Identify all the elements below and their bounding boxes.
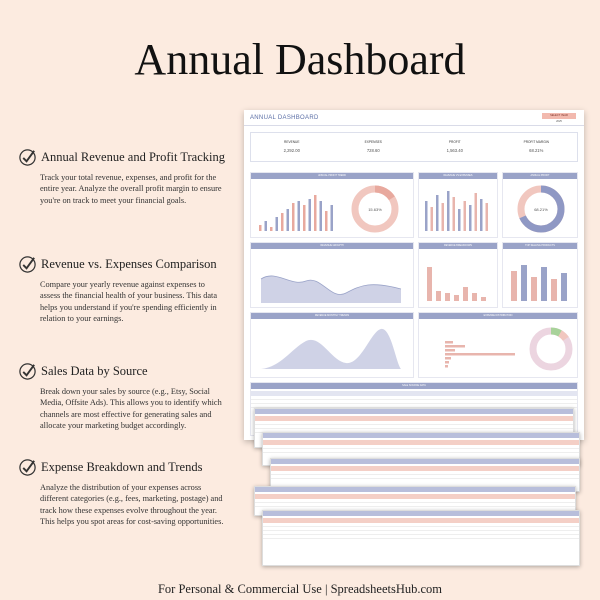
chart-bar	[447, 191, 450, 231]
feature-item	[18, 255, 224, 325]
panel-title: REVENUE VS EXPENSES	[419, 173, 497, 179]
chart-bar	[481, 297, 486, 301]
kpi-row	[250, 132, 578, 162]
chart-bar	[436, 291, 441, 301]
chart-bar	[475, 193, 478, 231]
panel-expense-distribution	[418, 312, 578, 378]
select-year-button[interactable]: SELECT YEAR	[542, 113, 576, 119]
revenue-growth-chart	[251, 249, 415, 307]
chart-bar	[259, 225, 262, 231]
feature-description: Analyze the distribution of your expenses across different categories (e.g., fees, marketing, postage) and track how these expenses evolve throughout the year. This helps you spot areas for cost-saving opportunities.	[40, 483, 224, 527]
chart-bar	[445, 341, 453, 344]
panel-title: ANNUAL PROFIT	[503, 173, 577, 179]
panel-revenue-monthly	[250, 312, 414, 378]
chart-bar	[436, 195, 439, 231]
chart-bar	[486, 203, 489, 231]
chart-bar	[551, 279, 557, 301]
panel-title: ANNUAL PROFIT TREND	[251, 173, 413, 179]
dashboard-header	[244, 110, 584, 126]
kpi-revenue	[251, 133, 333, 161]
chart-bar	[314, 195, 317, 231]
chart-bar	[445, 349, 455, 352]
chart-bar	[445, 353, 515, 356]
panel-title: TOP SELLING PRODUCTS	[503, 243, 577, 249]
panel-rev-vs-exp	[418, 172, 498, 238]
chart-bar	[298, 201, 301, 231]
page-title: Annual Dashboard	[134, 35, 466, 84]
chart-bar	[445, 357, 451, 360]
chart-bar	[303, 205, 306, 231]
chart-bar	[472, 293, 477, 301]
chart-bar	[331, 205, 334, 231]
feature-title: Annual Revenue and Profit Tracking	[41, 150, 226, 164]
chart-bar	[531, 277, 537, 301]
panel-revenue-growth	[250, 242, 414, 308]
check-circle-icon	[18, 458, 37, 477]
donut-label: 68.21%	[534, 207, 548, 212]
feature-description: Break down your sales by source (e.g., Etsy, Social Media, Offsite Ads). This allows you to identify which channels are most effective for generating sales and allocate your marketing budget accordingly.	[40, 387, 222, 431]
chart-bar	[464, 201, 467, 231]
revenue-monthly-chart	[251, 319, 415, 377]
chart-bar	[276, 217, 279, 231]
check-circle-icon	[18, 255, 37, 274]
dashboard-title: ANNUAL DASHBOARD	[250, 115, 319, 121]
dashboard-preview	[244, 110, 584, 440]
chart-bar	[561, 273, 567, 301]
expense-distribution-chart	[419, 319, 579, 377]
kpi-label: PROFIT	[448, 140, 461, 144]
donut-label: 15.63%	[368, 207, 382, 212]
chart-bar	[469, 205, 472, 231]
panel-annual-profit	[502, 172, 578, 238]
panel-title: EXPENSE DISTRIBUTION	[419, 313, 577, 319]
kpi-value: 1,563.40	[446, 148, 463, 153]
top-selling-chart	[503, 249, 579, 307]
panel-title: REVENUE MONTHLY TRENDS	[251, 313, 413, 319]
chart-bar	[511, 271, 517, 301]
kpi-label: REVENUE	[284, 140, 300, 144]
revenue-breakdown-chart	[419, 249, 499, 307]
chart-bar	[265, 221, 268, 231]
kpi-value: 728.60	[366, 148, 380, 153]
chart-bar	[325, 211, 328, 231]
rev-vs-exp-chart	[419, 179, 499, 237]
kpi-profit-margin	[496, 133, 578, 161]
kpi-value: 68.21%	[529, 148, 544, 153]
feature-title: Revenue vs. Expenses Comparison	[41, 257, 217, 271]
chart-bar	[320, 201, 323, 231]
kpi-label: PROFIT MARGIN	[523, 140, 549, 144]
feature-item	[18, 148, 224, 206]
panel-title: SALE SOURCE DATA	[251, 383, 577, 389]
chart-bar	[442, 203, 445, 231]
check-circle-icon	[18, 148, 37, 167]
chart-bar	[458, 209, 461, 231]
panel-title: REVENUE BREAKDOWN	[419, 243, 497, 249]
annual-profit-donut	[503, 179, 579, 237]
chart-bar	[480, 199, 483, 231]
kpi-expenses	[333, 133, 415, 161]
chart-bar	[270, 227, 273, 231]
feature-item	[18, 458, 224, 528]
chart-bar	[287, 209, 290, 231]
feature-title: Expense Breakdown and Trends	[41, 460, 203, 474]
panel-profit-trend	[250, 172, 414, 238]
feature-description: Compare your yearly revenue against expenses to assess the financial health of your business. This data helps you understand if you're spending efficiently in relation to your earnings.	[40, 280, 218, 324]
chart-bar	[454, 295, 459, 301]
profit-trend-chart	[251, 179, 415, 237]
footer: For Personal & Commercial Use | SpreadsheetsHub.com	[157, 582, 443, 596]
kpi-profit	[414, 133, 496, 161]
chart-bar	[445, 361, 449, 364]
panel-revenue-breakdown	[418, 242, 498, 308]
kpi-value: 2,292.00	[283, 148, 300, 153]
table-sheet	[262, 510, 580, 566]
feature-item	[18, 362, 224, 432]
chart-bar	[281, 213, 284, 231]
chart-bar	[309, 199, 312, 231]
panel-title: REVENUE GROWTH	[251, 243, 413, 249]
chart-bar	[445, 345, 465, 348]
chart-bar	[445, 365, 448, 368]
panel-top-selling	[502, 242, 578, 308]
chart-bar	[541, 267, 547, 301]
chart-bar	[463, 287, 468, 301]
feature-title: Sales Data by Source	[41, 364, 148, 378]
chart-bar	[431, 207, 434, 231]
check-circle-icon	[18, 362, 37, 381]
chart-bar	[427, 267, 432, 301]
kpi-label: EXPENSES	[364, 140, 382, 144]
year-value[interactable]: 2025	[556, 120, 562, 123]
chart-bar	[292, 203, 295, 231]
chart-bar	[453, 197, 456, 231]
chart-bar	[425, 201, 428, 231]
chart-bar	[445, 293, 450, 301]
feature-description: Track your total revenue, expenses, and profit for the entire year. Analyze the overall profit margin to ensure you're on track to meet your financial goals.	[40, 173, 222, 205]
chart-bar	[521, 265, 527, 301]
